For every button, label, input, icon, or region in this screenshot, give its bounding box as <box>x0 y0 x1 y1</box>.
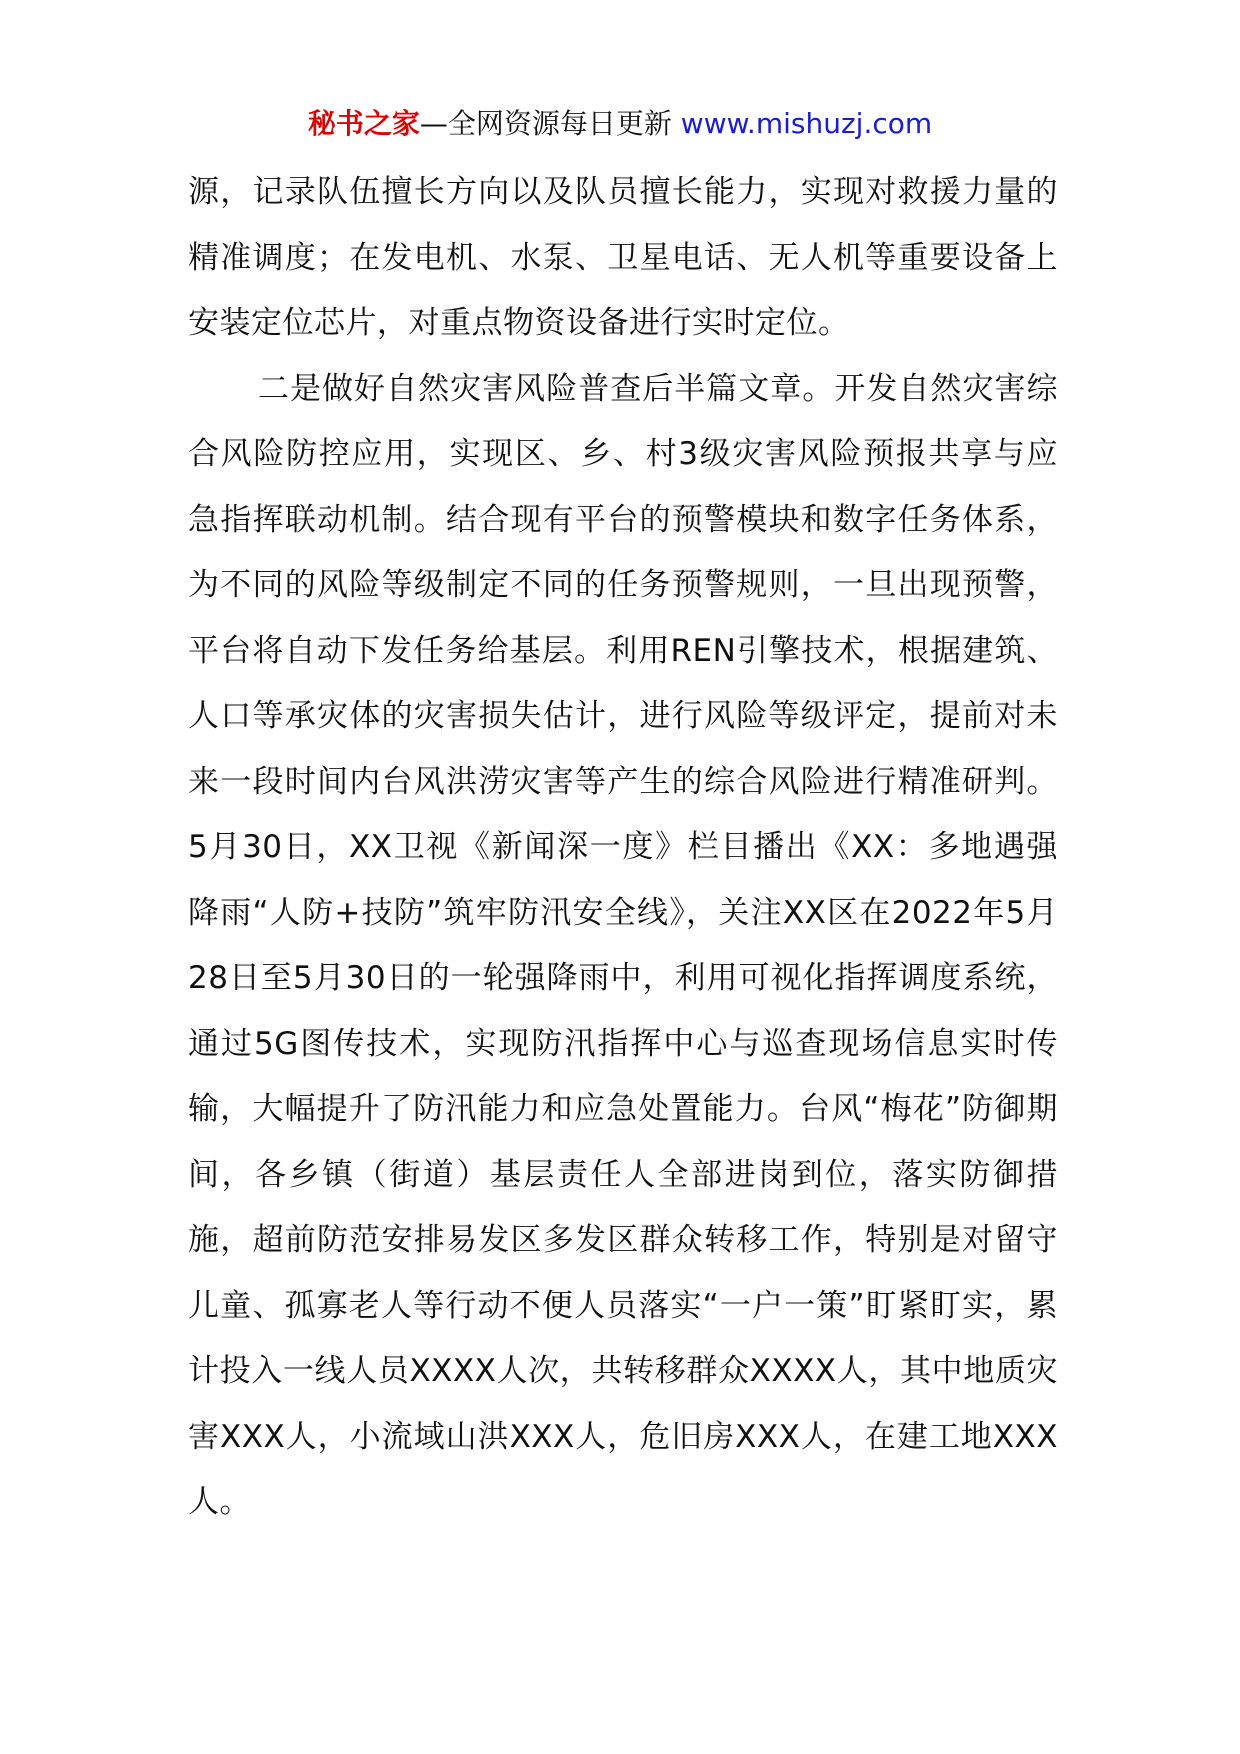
site-slogan: —全网资源每日更新 <box>419 107 672 140</box>
page-header <box>0 104 1240 144</box>
paragraph-1: 源，记录队伍擅长方向以及队员擅长能力，实现对救援力量的精准调度；在发电机、水泵、卫星电话、无人机等重要设备上安装定位芯片，对重点物资设备进行实时定位。 <box>188 174 1058 341</box>
paragraph-2: 二是做好自然灾害风险普查后半篇文章。开发自然灾害综合风险防控应用，实现区、乡、村3级灾害风险预报共享与应急指挥联动机制。结合现有平台的预警模块和数字任务体系，为不同的风险等级制定不同的任务预警规则，一旦出现预警，平台将自动下发任务给基层。利用REN引擎技术，根据建筑、人口等承灾体的灾害损失估计，进行风险等级评定，提前对未来一段时间内台风洪涝灾害等产生的综合风险进行精准研判。5月30日，XX卫视《新闻深一度》栏目播出《XX：多地遇强降雨“人防+技防”筑牢防汛安全线》，关注XX区在2022年5月28日至5月30日的一轮强降雨中，利用可视化指挥调度系统，通过5G图传技术，实现防汛指挥中心与巡查现场信息实时传输，大幅提升了防汛能力和应急处置能力。台风“梅花”防御期间，各乡镇（街道）基层责任人全部进岗到位，落实防御措施，超前防范安排易发区多发区群众转移工作，特别是对留守儿童、孤寡老人等行动不便人员落实“一户一策”盯紧盯实，累计投入一线人员XXXX人次，共转移群众XXXX人，其中地质灾害XXX人，小流域山洪XXX人，危旧房XXX人，在建工地XXX人。 <box>188 370 1058 1520</box>
site-brand: 秘书之家 <box>307 107 420 140</box>
site-url-link[interactable]: www.mishuzj.com <box>680 107 933 140</box>
document-body <box>188 160 1058 1536</box>
